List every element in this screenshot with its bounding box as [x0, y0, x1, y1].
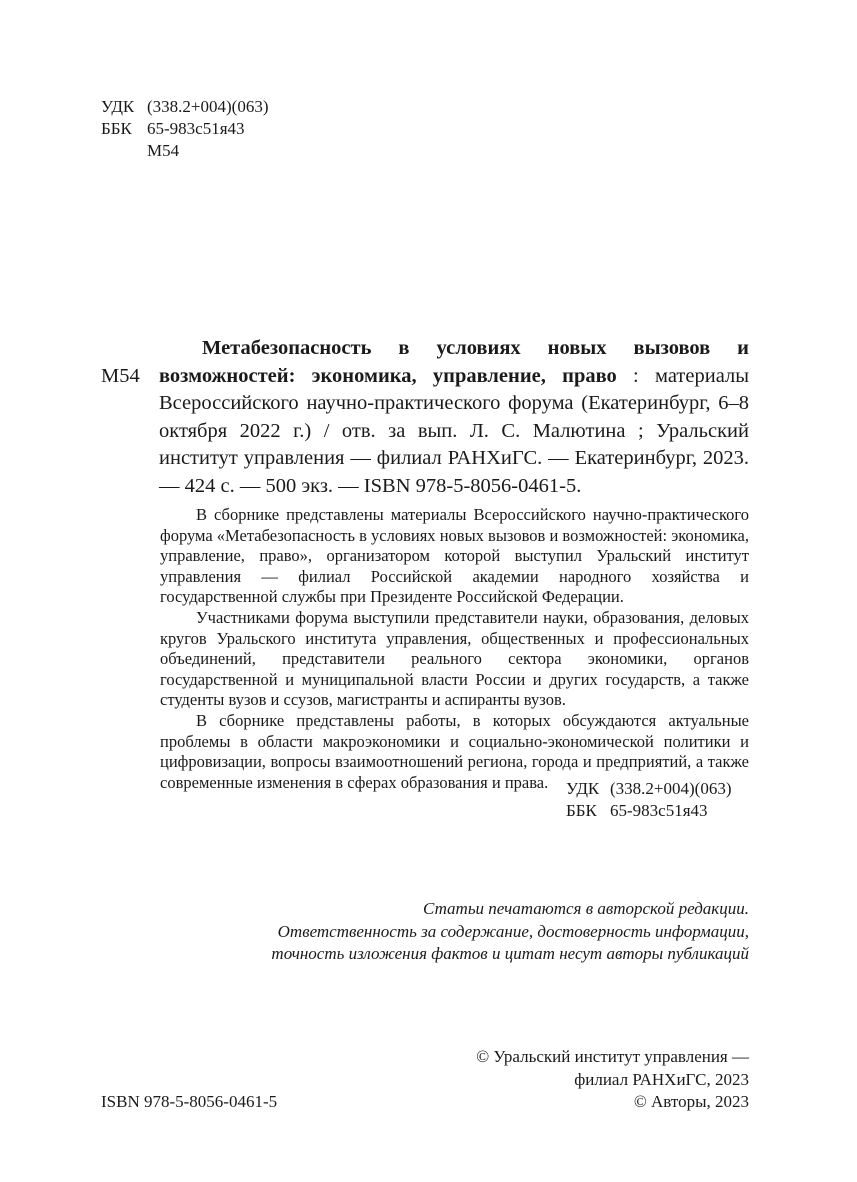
- bbk-label: ББК: [566, 801, 597, 820]
- annotation-paragraph: В сборнике представлены материалы Всероссийского научно-практического форума «Метабезопасность в условиях новых вызовов и возможностей: экономика, управление, право», организатором которой выступил Уральский институт управления — филиал Российской академии народного хозяйства и государственной службы при Президенте Российской Федерации.: [160, 505, 749, 607]
- bbk-value: 65-983с51я43: [147, 119, 245, 138]
- note-line: Ответственность за содержание, достоверность информации,: [277, 921, 749, 941]
- annotation-paragraph: В сборнике представлены работы, в которых обсуждаются актуальные проблемы в области макроэкономики и социально-экономической политики и цифровизации, вопросы взаимоотношений региона, города и предприятий, а также современные изменения в сферах образования и права.: [160, 710, 749, 792]
- entry-body: [159, 335, 749, 500]
- entry-author-mark: М54: [101, 364, 140, 387]
- bibliographic-entry: [101, 335, 749, 500]
- annotation: [160, 505, 749, 793]
- classification-header: [101, 96, 268, 162]
- udk-row: [566, 778, 731, 800]
- udk-label: УДК: [566, 779, 600, 798]
- udk-label: УДК: [101, 97, 135, 116]
- note-line: точность изложения фактов и цитат несут авторы публикаций: [271, 944, 749, 963]
- classification-footer: [566, 778, 731, 822]
- author-mark: М54: [147, 141, 180, 160]
- entry-title: Метабезопасность в условиях новых вызовов и возможностей: экономика, управление, право: [159, 337, 749, 387]
- annotation-paragraph: Участниками форума выступили представители науки, образования, деловых кругов Уральского института управления, общественных и профессиональных объединений, представители реального сектора экономики, органов государственной и муниципальной власти России и других государств, а также студенты вузов и ссузов, магистранты и аспиранты вузов.: [160, 607, 749, 710]
- bbk-row: [101, 118, 268, 140]
- bbk-row: [566, 800, 731, 822]
- entry-details: : материалы Всероссийского научно-практического форума (Екатеринбург, 6–8 октября 2022 г.) / отв. за вып. Л. С. Малютина ; Уральский институт управления — филиал РАНХиГС. — Екатеринбург, 2023. — 424 с. — 500 экз. — ISBN 978-5-8056-0461-5.: [159, 364, 749, 497]
- copyright-line: © Уральский институт управления —: [476, 1047, 749, 1066]
- udk-value: (338.2+004)(063): [147, 97, 269, 116]
- editorial-note: [160, 898, 749, 966]
- udk-row: [101, 96, 268, 118]
- isbn: ISBN 978-5-8056-0461-5: [101, 1092, 278, 1111]
- note-line: Статьи печатаются в авторской редакции.: [422, 899, 749, 918]
- bbk-label: ББК: [101, 119, 132, 138]
- copyright-line: филиал РАНХиГС, 2023: [574, 1069, 749, 1089]
- bbk-value: 65-983с51я43: [610, 801, 708, 820]
- udk-value: (338.2+004)(063): [610, 779, 732, 798]
- copyright-block: [476, 1046, 749, 1114]
- copyright-line: © Авторы, 2023: [633, 1092, 749, 1111]
